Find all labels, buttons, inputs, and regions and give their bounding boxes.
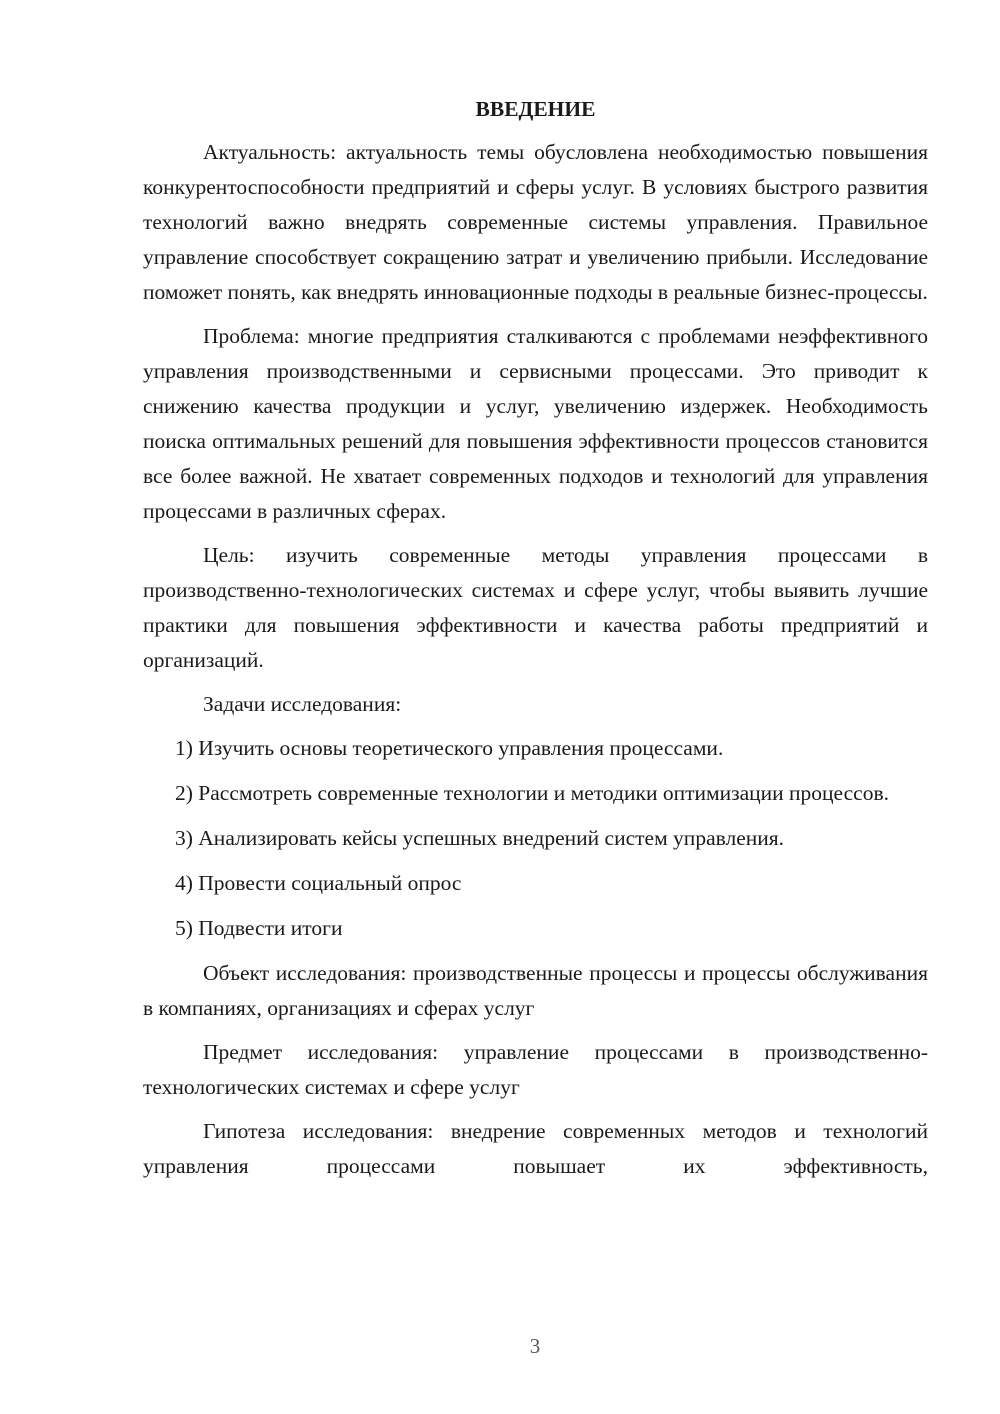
hypothesis-paragraph: Гипотеза исследования: внедрение современных методов и технологий управления процессами повышает их эффективность,: [143, 1119, 928, 1178]
task-item: 2) Рассмотреть современные технологии и методики оптимизации процессов.: [175, 781, 889, 805]
task-item: 4) Провести социальный опрос: [175, 871, 462, 895]
object-paragraph: Объект исследования: производственные процессы и процессы обслуживания в компаниях, организациях и сферах услуг: [143, 961, 928, 1020]
page-heading: ВВЕДЕНИЕ: [475, 97, 596, 121]
subject-paragraph: Предмет исследования: управление процессами в производственно-технологических системах и сфере услуг: [143, 1040, 928, 1099]
goal-paragraph: Цель: изучить современные методы управления процессами в производственно-технологических системах и сфере услуг, чтобы выявить лучшие практики для повышения эффективности и качества работы предприятий и организаций.: [143, 543, 928, 672]
page-content: [143, 92, 928, 1184]
task-item: 1) Изучить основы теоретического управления процессами.: [175, 736, 724, 760]
relevance-paragraph: Актуальность: актуальность темы обусловлена необходимостью повышения конкурентоспособности предприятий и сферы услуг. В условиях быстрого развития технологий важно внедрять современные системы управления. Правильное управление способствует сокращению затрат и увеличению прибыли. Исследование поможет понять, как внедрять инновационные подходы в реальные бизнес-процессы.: [143, 140, 928, 304]
problem-paragraph: Проблема: многие предприятия сталкиваются с проблемами неэффективного управления производственными и сервисными процессами. Это приводит к снижению качества продукции и услуг, увеличению издержек. Необходимость поиска оптимальных решений для повышения эффективности процессов становится все более важной. Не хватает современных подходов и технологий для управления процессами в различных сферах.: [143, 324, 928, 523]
page-number: 3: [529, 1334, 541, 1358]
task-item: 5) Подвести итоги: [175, 916, 343, 940]
tasks-title: Задачи исследования:: [203, 692, 402, 716]
task-item: 3) Анализировать кейсы успешных внедрений систем управления.: [175, 826, 785, 850]
